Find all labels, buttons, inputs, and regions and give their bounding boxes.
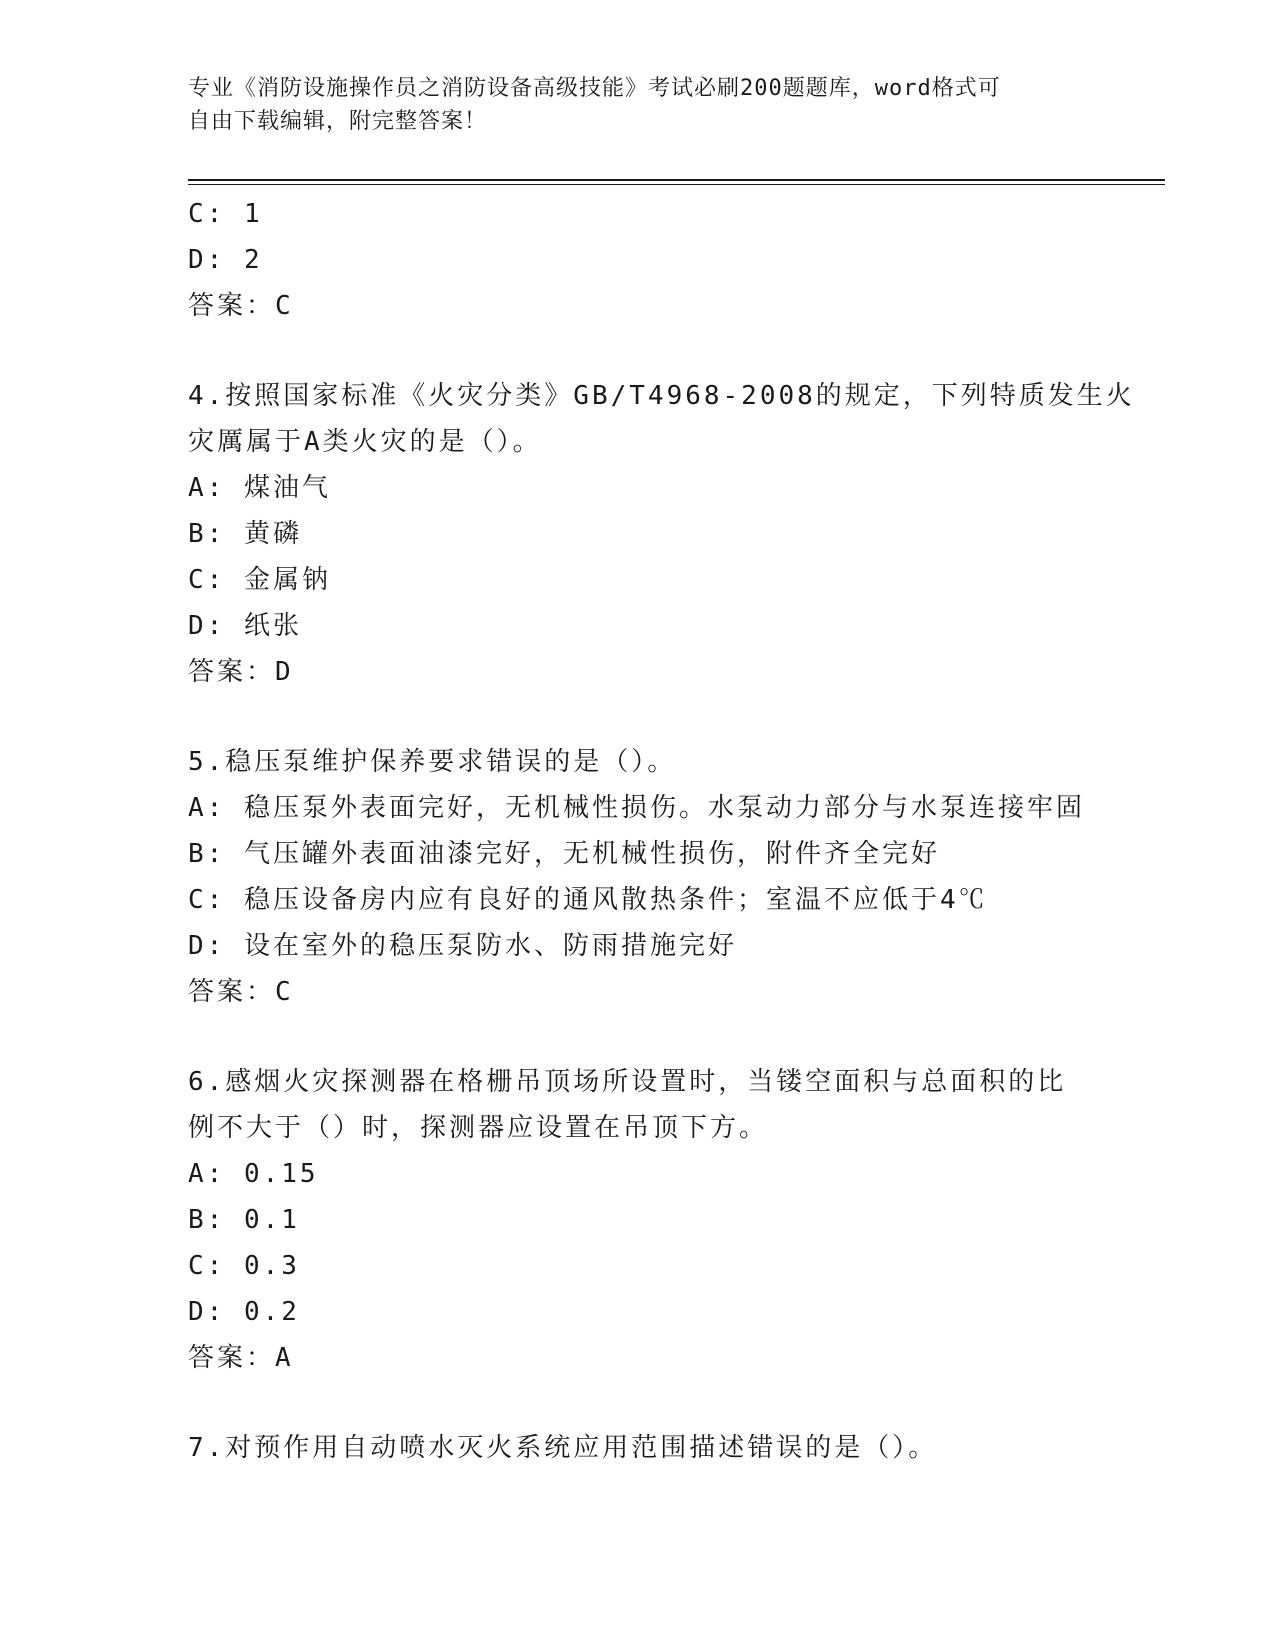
question-6 bbox=[188, 1059, 1088, 1381]
question-stem-line: 5.稳压泵维护保养要求错误的是（）。 bbox=[188, 747, 677, 777]
header-line-2: 自由下载编辑，附完整答案！ bbox=[188, 109, 488, 134]
answer: 答案：D bbox=[188, 657, 294, 687]
question-stem-line: 灾厲属于A类火灾的是（）。 bbox=[188, 427, 542, 457]
option-c: C: 金属钠 bbox=[188, 565, 331, 595]
spacer bbox=[188, 1381, 1088, 1425]
answer: 答案：C bbox=[188, 977, 294, 1007]
answer: 答案：A bbox=[188, 1343, 294, 1373]
question-4 bbox=[188, 373, 1135, 695]
question-stem-line: 7.对预作用自动喷水灭火系统应用范围描述错误的是（）。 bbox=[188, 1433, 938, 1463]
option-c: C: 1 bbox=[188, 199, 263, 229]
option-b: B: 黄磷 bbox=[188, 519, 302, 549]
option-a: A: 煤油气 bbox=[188, 473, 331, 503]
spacer bbox=[188, 1015, 1088, 1059]
header-rule-thin bbox=[188, 184, 1165, 185]
spacer bbox=[188, 329, 1088, 373]
option-b: B: 0.1 bbox=[188, 1205, 300, 1235]
option-d: D: 设在室外的稳压泵防水、防雨措施完好 bbox=[188, 931, 737, 961]
option-a: A: 0.15 bbox=[188, 1159, 319, 1189]
question-content bbox=[188, 191, 1135, 1471]
option-d: D: 0.2 bbox=[188, 1297, 300, 1327]
question-5 bbox=[188, 739, 1088, 1015]
option-d: D: 2 bbox=[188, 245, 263, 275]
header-line-1: 专业《消防设施操作员之消防设备高级技能》考试必刷200题题库，word格式可 bbox=[188, 76, 1001, 101]
question-stem-line: 4.按照国家标准《火灾分类》GB/T4968-2008的规定，下列特质发生火 bbox=[188, 381, 1135, 411]
answer: 答案：C bbox=[188, 291, 294, 321]
option-c: C: 稳压设备房内应有良好的通风散热条件；室温不应低于4℃ bbox=[188, 885, 988, 915]
option-a: A: 稳压泵外表面完好，无机械性损伤。水泵动力部分与水泵连接牢固 bbox=[188, 793, 1085, 823]
option-c: C: 0.3 bbox=[188, 1251, 300, 1281]
header-rule-thick bbox=[188, 179, 1165, 181]
option-b: B: 气压罐外表面油漆完好，无机械性损伤，附件齐全完好 bbox=[188, 839, 940, 869]
spacer bbox=[188, 695, 1088, 739]
question-3 bbox=[188, 191, 1088, 329]
question-stem-line: 例不大于（）时，探测器应设置在吊顶下方。 bbox=[188, 1113, 769, 1143]
document-header bbox=[188, 72, 1068, 138]
question-stem-line: 6.感烟火灾探测器在格栅吊顶场所设置时，当镂空面积与总面积的比 bbox=[188, 1067, 1067, 1097]
option-d: D: 纸张 bbox=[188, 611, 302, 641]
question-7 bbox=[188, 1425, 1088, 1471]
